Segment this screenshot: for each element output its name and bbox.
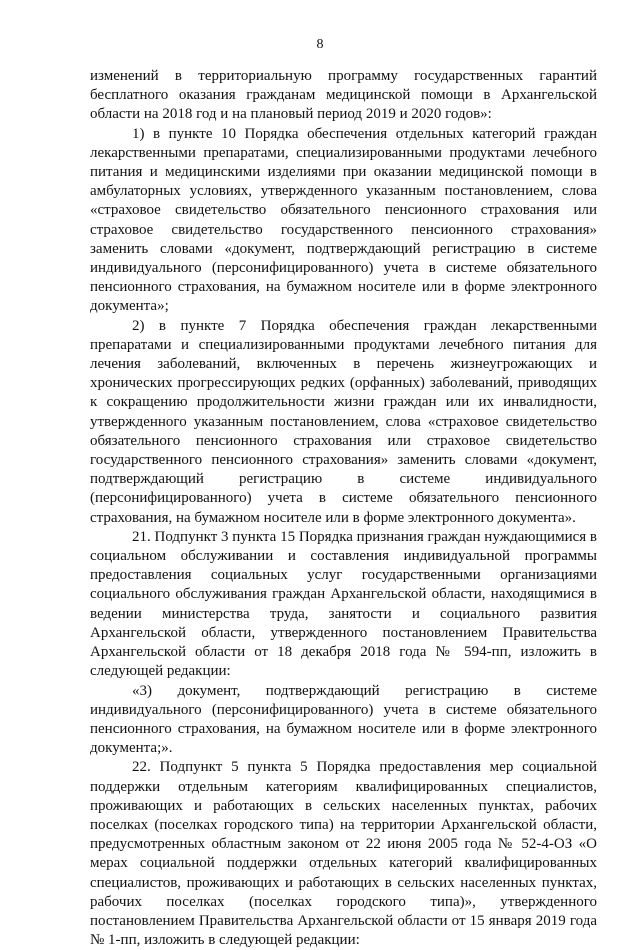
paragraph-item-1: 1) в пункте 10 Порядка обеспечения отдельных категорий граждан лекарственными препаратами, специализированными продуктами лечебного питания и медицинскими изделиями при оказании медицинской помощи в амбулаторных условиях, утвержденного указанным постановлением, слова «страховое свидетельство обязательного пенсионного страхования или страховое свидетельство государственного пенсионного страхования» заменить словами «документ, подтверждающий регистрацию в системе индивидуального (персонифицированного) учета в системе обязательного пенсионного страхования, на бумажном носителе или в форме электронного документа»; xyxy=(90,125,597,315)
paragraph-section-21: 21. Подпункт 3 пункта 15 Порядка признания граждан нуждающимися в социальном обслуживании и составления индивидуальной программы предоставления социальных услуг государственными организациями социального обслуживания граждан Архангельской области, находящимися в ведении министерства труда, занятости и социального развития Архангельской области, утвержденного постановлением Правительства Архангельской области от 18 декабря 2018 года № 594-пп, изложить в следующей редакции: xyxy=(90,528,597,680)
paragraph-item-2: 2) в пункте 7 Порядка обеспечения граждан лекарственными препаратами и специализированными продуктами лечебного питания для лечения заболеваний, включенных в перечень жизнеугрожающих и хронических прогрессирующих редких (орфанных) заболеваний, приводящих к сокращению продолжительности жизни граждан или их инвалидности, утвержденного указанным постановлением, слова «страховое свидетельство обязательного пенсионного страхования или страховое свидетельство государственного пенсионного страхования» заменить словами «документ, подтверждающий регистрацию в системе индивидуального (персонифицированного) учета в системе обязательного пенсионного страхования, на бумажном носителе или в форме электронного документа». xyxy=(90,317,597,526)
paragraph-continuation: изменений в территориальную программу государственных гарантий бесплатного оказания гражданам медицинской помощи в Архангельской области на 2018 год и на плановый период 2019 и 2020 годов»: xyxy=(90,68,597,123)
document-body xyxy=(90,67,597,950)
page-number: 8 xyxy=(316,37,324,52)
paragraph-section-22: 22. Подпункт 5 пункта 5 Порядка предоставления мер социальной поддержки отдельным категориям квалифицированных специалистов, проживающих и работающих в сельских населенных пунктах, рабочих поселках (поселках городского типа) на территории Архангельской области, предусмотренных областным законом от 22 июня 2005 года № 52-4-ОЗ «О мерах социальной поддержки отдельных категорий квалифицированных специалистов, проживающих и работающих в сельских населенных пунктах, рабочих поселках (поселках городского типа)», утвержденного постановлением Правительства Архангельской области от 15 января 2019 года № 1-пп, изложить в следующей редакции: xyxy=(90,759,597,949)
paragraph-quote-3: «3) документ, подтверждающий регистрацию в системе индивидуального (персонифицированного) учета в системе обязательного пенсионного страхования, на бумажном носителе или в форме электронного документа;». xyxy=(90,682,597,757)
